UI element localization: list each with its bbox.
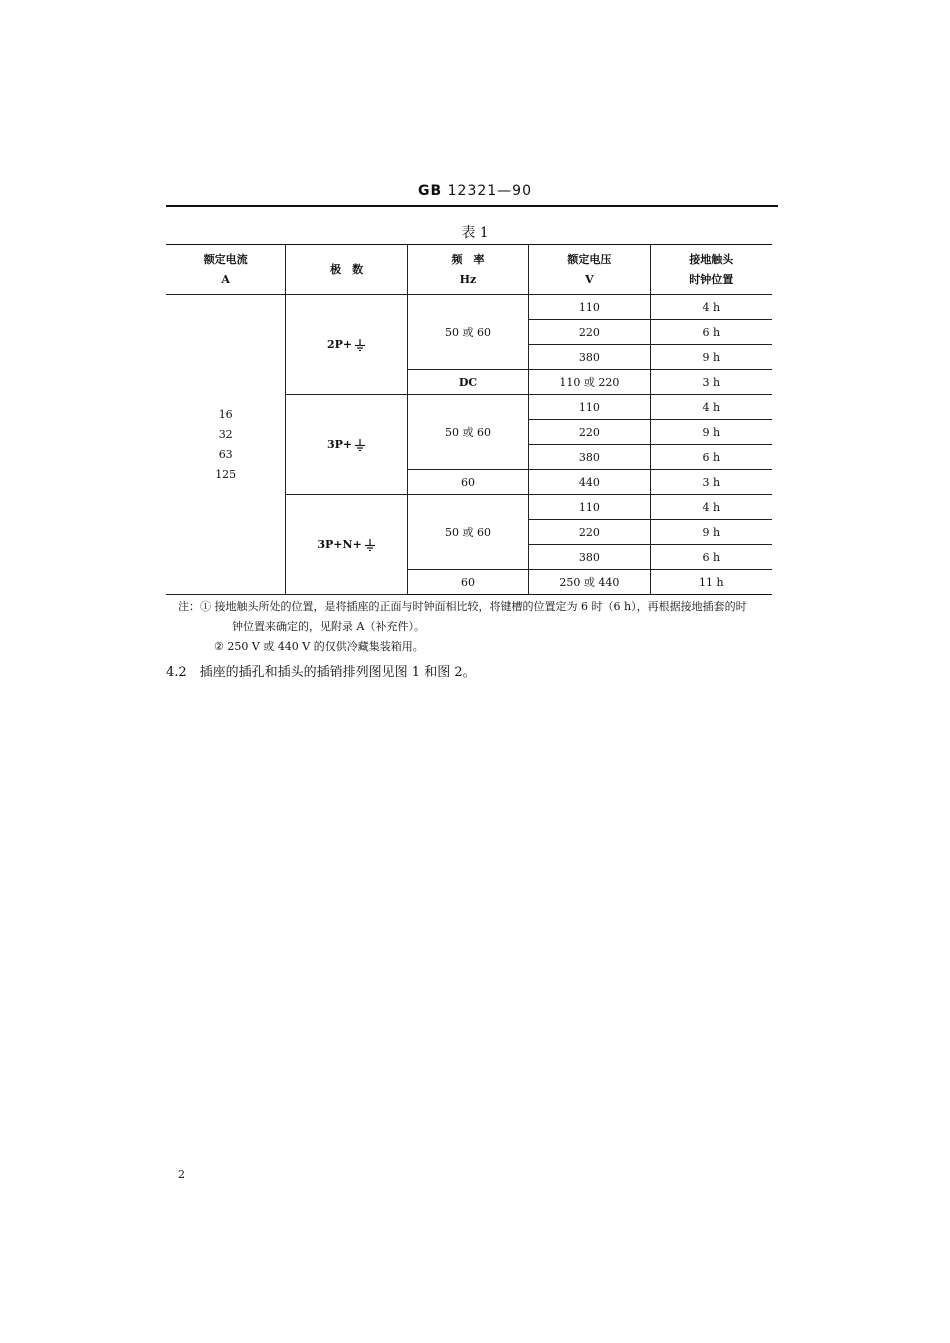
- voltage-cell: 380: [529, 445, 650, 470]
- position-cell: 9 h: [650, 520, 772, 545]
- table-1: [166, 244, 772, 595]
- position-cell: 6 h: [650, 320, 772, 345]
- voltage-cell: 380: [529, 345, 650, 370]
- voltage-cell: 380: [529, 545, 650, 570]
- position-cell: 9 h: [650, 420, 772, 445]
- frequency-cell: 60: [407, 470, 528, 495]
- poles-cell: 3P+: [286, 395, 407, 495]
- position-cell: 6 h: [650, 445, 772, 470]
- position-cell: 4 h: [650, 295, 772, 320]
- table-header-row: [166, 245, 772, 295]
- frequency-cell: 50 或 60: [407, 495, 528, 570]
- poles-cell: 2P+: [286, 295, 407, 395]
- voltage-cell: 440: [529, 470, 650, 495]
- section-4-2: 4.2 插座的插孔和插头的插销排列图见图 1 和图 2。: [166, 665, 476, 680]
- poles-cell: 3P+N+: [286, 495, 407, 595]
- voltage-cell: 250 或 440: [529, 570, 650, 595]
- position-cell: 11 h: [650, 570, 772, 595]
- voltage-cell: 110 或 220: [529, 370, 650, 395]
- voltage-cell: 220: [529, 320, 650, 345]
- header-frequency: 频 率 Hz: [407, 245, 528, 295]
- earth-ground-icon: [354, 339, 366, 351]
- earth-ground-icon: [354, 439, 366, 451]
- frequency-cell: 60: [407, 570, 528, 595]
- table-row: [166, 295, 772, 320]
- header-position: 接地触头 时钟位置: [650, 245, 772, 295]
- position-cell: 4 h: [650, 495, 772, 520]
- frequency-cell: 50 或 60: [407, 295, 528, 370]
- voltage-cell: 220: [529, 420, 650, 445]
- table-caption: 表 1: [461, 225, 489, 241]
- document-header: [0, 183, 950, 199]
- frequency-cell: 50 或 60: [407, 395, 528, 470]
- header-current: 额定电流 A: [166, 245, 286, 295]
- table-note-1: 注：① 接地触头所处的位置，是将插座的正面与时钟面相比较，将键槽的位置定为 6 时（6 h），再根据接地插套的时: [178, 600, 747, 613]
- standard-code: GB: [418, 183, 443, 199]
- position-cell: 6 h: [650, 545, 772, 570]
- page-number: 2: [178, 1168, 185, 1181]
- position-cell: 4 h: [650, 395, 772, 420]
- earth-ground-icon: [364, 539, 376, 551]
- header-voltage: 额定电压 V: [529, 245, 650, 295]
- header-poles: 极 数: [286, 245, 407, 295]
- voltage-cell: 110: [529, 295, 650, 320]
- voltage-cell: 110: [529, 395, 650, 420]
- position-cell: 3 h: [650, 470, 772, 495]
- rated-current-cell: 16 32 63 125: [166, 295, 286, 595]
- table-note-2: ② 250 V 或 440 V 的仅供冷藏集装箱用。: [214, 640, 424, 653]
- voltage-cell: 220: [529, 520, 650, 545]
- voltage-cell: 110: [529, 495, 650, 520]
- position-cell: 9 h: [650, 345, 772, 370]
- position-cell: 3 h: [650, 370, 772, 395]
- header-rule: [166, 205, 778, 207]
- frequency-cell: DC: [407, 370, 528, 395]
- standard-number: 12321—90: [447, 183, 532, 199]
- table-note-1-cont: 钟位置来确定的，见附录 A（补充件）。: [232, 620, 425, 633]
